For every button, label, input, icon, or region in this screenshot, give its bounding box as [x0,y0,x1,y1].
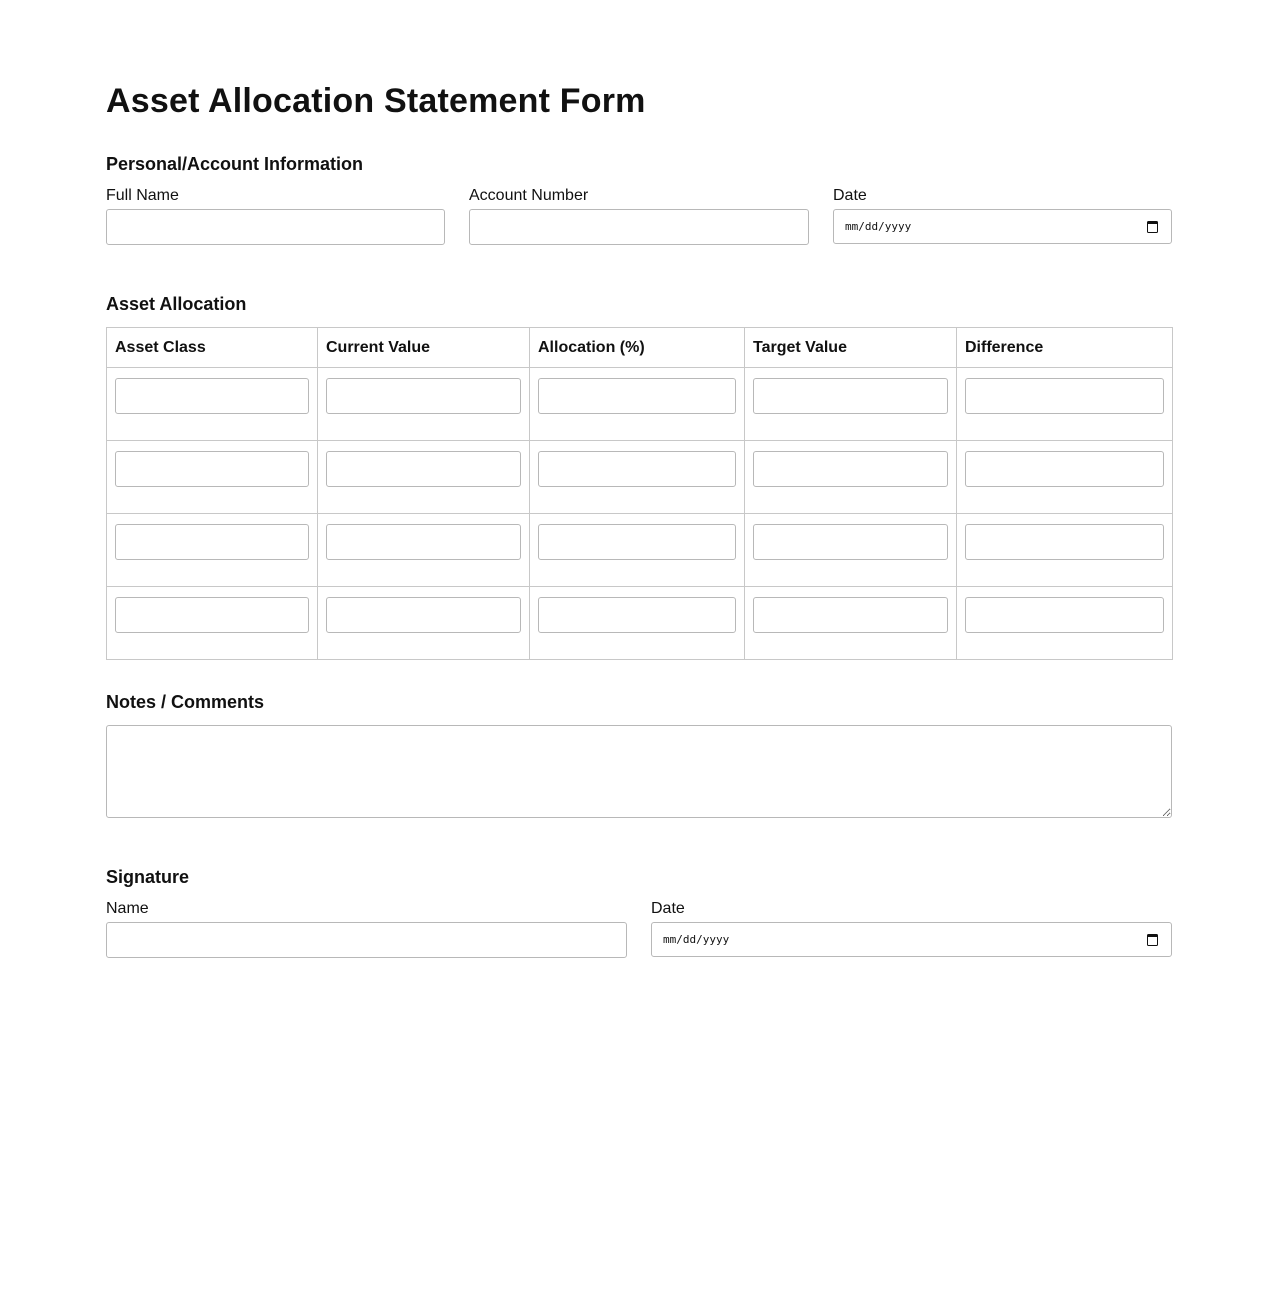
table-cell [318,368,530,441]
target-value-input[interactable] [753,524,948,560]
column-header-target-value: Target Value [745,328,957,368]
difference-input[interactable] [965,597,1164,633]
account-number-input[interactable] [469,209,809,245]
signature-date-placeholder: mm/dd/yyyy [663,933,730,946]
table-row [107,441,1173,514]
signature-date-input[interactable] [651,922,1172,957]
current-value-input[interactable] [326,524,521,560]
difference-input[interactable] [965,378,1164,414]
table-cell [318,441,530,514]
table-cell [745,514,957,587]
table-cell [745,587,957,660]
allocation-table [106,327,1173,660]
allocation-input[interactable] [538,451,736,487]
allocation-input[interactable] [538,524,736,560]
allocation-input[interactable] [538,597,736,633]
current-value-input[interactable] [326,378,521,414]
current-value-input[interactable] [326,451,521,487]
table-cell [530,441,745,514]
target-value-input[interactable] [753,451,948,487]
date-label: Date [833,187,867,204]
table-cell [318,587,530,660]
table-row [107,514,1173,587]
table-cell [530,368,745,441]
page-title: Asset Allocation Statement Form [106,82,646,120]
notes-textarea[interactable] [106,725,1172,818]
asset-class-input[interactable] [115,451,309,487]
table-row [107,587,1173,660]
difference-input[interactable] [965,451,1164,487]
section-title-personal: Personal/Account Information [106,154,364,174]
target-value-input[interactable] [753,597,948,633]
calendar-icon[interactable] [1147,221,1158,233]
table-cell [107,587,318,660]
asset-class-input[interactable] [115,524,309,560]
table-cell [530,587,745,660]
signature-name-label: Name [106,900,149,917]
table-header-row [107,328,1173,368]
full-name-label: Full Name [106,187,179,204]
table-cell [107,441,318,514]
section-title-notes: Notes / Comments [106,692,265,712]
table-cell [745,441,957,514]
column-header-asset-class: Asset Class [107,328,318,368]
section-title-allocation: Asset Allocation [106,294,247,314]
difference-input[interactable] [965,524,1164,560]
table-cell [957,587,1173,660]
asset-class-input[interactable] [115,597,309,633]
table-cell [957,514,1173,587]
table-cell [957,441,1173,514]
table-cell [745,368,957,441]
target-value-input[interactable] [753,378,948,414]
table-cell [107,514,318,587]
column-header-allocation: Allocation (%) [530,328,745,368]
date-placeholder: mm/dd/yyyy [845,220,912,233]
column-header-difference: Difference [957,328,1173,368]
full-name-input[interactable] [106,209,445,245]
account-number-label: Account Number [469,187,589,204]
signature-date-label: Date [651,900,685,917]
asset-class-input[interactable] [115,378,309,414]
table-cell [957,368,1173,441]
current-value-input[interactable] [326,597,521,633]
table-cell [530,514,745,587]
calendar-icon[interactable] [1147,934,1158,946]
table-cell [318,514,530,587]
allocation-input[interactable] [538,378,736,414]
signature-name-input[interactable] [106,922,627,958]
table-row [107,368,1173,441]
section-title-signature: Signature [106,867,190,887]
column-header-current-value: Current Value [318,328,530,368]
table-cell [107,368,318,441]
date-input[interactable] [833,209,1172,244]
